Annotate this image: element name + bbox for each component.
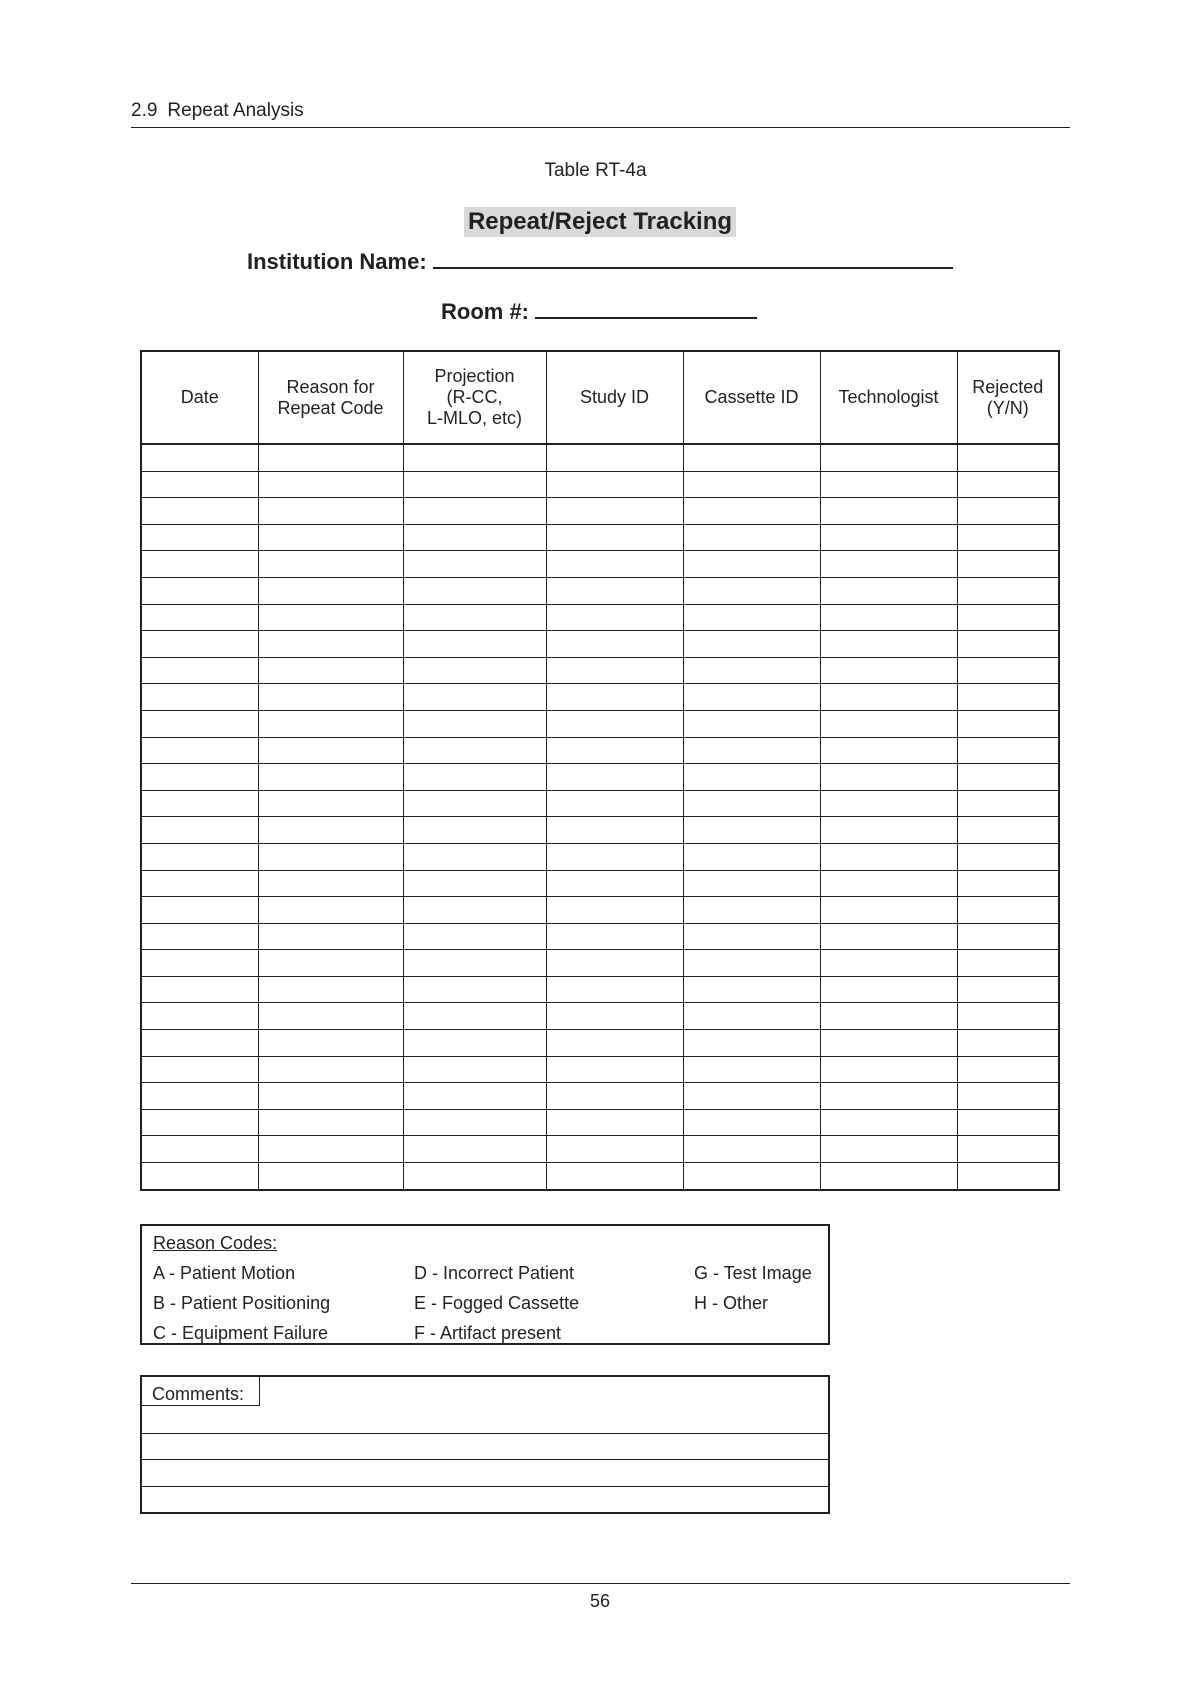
column-header-line: Reason for bbox=[286, 376, 375, 397]
table-row bbox=[141, 710, 1059, 737]
column-header-line: Repeat Code bbox=[277, 397, 384, 418]
table-cell[interactable] bbox=[683, 710, 820, 737]
table-cell[interactable] bbox=[141, 524, 258, 551]
table-cell[interactable] bbox=[258, 631, 403, 658]
table-cell[interactable] bbox=[546, 1109, 683, 1136]
table-row bbox=[141, 764, 1059, 791]
table-cell[interactable] bbox=[957, 1030, 1059, 1057]
table-cell[interactable] bbox=[258, 923, 403, 950]
table-cell[interactable] bbox=[820, 1083, 957, 1110]
table-cell[interactable] bbox=[546, 684, 683, 711]
table-row bbox=[141, 471, 1059, 498]
table-cell[interactable] bbox=[403, 498, 546, 525]
reason-code-g: G - Test Image bbox=[694, 1263, 812, 1283]
table-cell[interactable] bbox=[403, 737, 546, 764]
table-cell[interactable] bbox=[258, 1003, 403, 1030]
table-cell[interactable] bbox=[546, 790, 683, 817]
table-cell[interactable] bbox=[546, 710, 683, 737]
table-cell[interactable] bbox=[957, 790, 1059, 817]
table-cell[interactable] bbox=[820, 870, 957, 897]
table-cell[interactable] bbox=[141, 923, 258, 950]
table-cell[interactable] bbox=[141, 577, 258, 604]
table-cell[interactable] bbox=[258, 764, 403, 791]
column-header-line: (Y/N) bbox=[986, 397, 1029, 418]
table-row bbox=[141, 1056, 1059, 1083]
column-header bbox=[403, 351, 546, 444]
table-cell[interactable] bbox=[957, 444, 1059, 471]
table-cell[interactable] bbox=[820, 1136, 957, 1163]
table-cell[interactable] bbox=[546, 657, 683, 684]
comment-line[interactable] bbox=[142, 1486, 828, 1487]
column-header bbox=[258, 351, 403, 444]
table-cell[interactable] bbox=[403, 1083, 546, 1110]
table-cell[interactable] bbox=[820, 764, 957, 791]
table-cell[interactable] bbox=[546, 976, 683, 1003]
table-cell[interactable] bbox=[683, 498, 820, 525]
table-cell[interactable] bbox=[683, 471, 820, 498]
table-cell[interactable] bbox=[957, 1136, 1059, 1163]
table-cell[interactable] bbox=[258, 604, 403, 631]
table-cell[interactable] bbox=[141, 737, 258, 764]
column-header bbox=[141, 351, 258, 444]
table-cell[interactable] bbox=[403, 817, 546, 844]
table-row bbox=[141, 897, 1059, 924]
table-cell[interactable] bbox=[258, 950, 403, 977]
table-row bbox=[141, 976, 1059, 1003]
table-body bbox=[141, 444, 1059, 1190]
table-row bbox=[141, 1083, 1059, 1110]
column-header bbox=[683, 351, 820, 444]
table-cell[interactable] bbox=[957, 1083, 1059, 1110]
table-header-row bbox=[141, 351, 1059, 444]
institution-field bbox=[247, 247, 953, 275]
table-cell[interactable] bbox=[683, 897, 820, 924]
table-cell[interactable] bbox=[403, 923, 546, 950]
column-header-line: (R-CC, bbox=[446, 387, 503, 407]
table-cell[interactable] bbox=[957, 923, 1059, 950]
table-cell[interactable] bbox=[141, 897, 258, 924]
table-cell[interactable] bbox=[141, 657, 258, 684]
table-row bbox=[141, 1163, 1059, 1190]
page-number: 56 bbox=[589, 1591, 611, 1611]
table-cell[interactable] bbox=[820, 1056, 957, 1083]
table-cell[interactable] bbox=[403, 684, 546, 711]
column-header bbox=[957, 351, 1059, 444]
comments-label: Comments: bbox=[142, 1377, 260, 1406]
table-cell[interactable] bbox=[820, 631, 957, 658]
table-cell[interactable] bbox=[820, 737, 957, 764]
table-cell[interactable] bbox=[957, 577, 1059, 604]
table-row bbox=[141, 1030, 1059, 1057]
table-row bbox=[141, 843, 1059, 870]
table-row bbox=[141, 1136, 1059, 1163]
table-cell[interactable] bbox=[141, 1109, 258, 1136]
table-cell[interactable] bbox=[403, 843, 546, 870]
table-cell[interactable] bbox=[258, 870, 403, 897]
table-cell[interactable] bbox=[258, 684, 403, 711]
table-cell[interactable] bbox=[820, 1003, 957, 1030]
table-cell[interactable] bbox=[258, 1163, 403, 1190]
table-cell[interactable] bbox=[546, 551, 683, 578]
table-cell[interactable] bbox=[403, 1003, 546, 1030]
room-field bbox=[441, 297, 757, 325]
table-cell[interactable] bbox=[141, 444, 258, 471]
table-cell[interactable] bbox=[546, 444, 683, 471]
table-cell[interactable] bbox=[957, 657, 1059, 684]
table-cell[interactable] bbox=[546, 737, 683, 764]
table-cell[interactable] bbox=[546, 471, 683, 498]
table-cell[interactable] bbox=[403, 551, 546, 578]
table-cell[interactable] bbox=[683, 1056, 820, 1083]
table-cell[interactable] bbox=[258, 817, 403, 844]
table-cell[interactable] bbox=[820, 604, 957, 631]
table-cell[interactable] bbox=[258, 657, 403, 684]
table-cell[interactable] bbox=[403, 764, 546, 791]
table-cell[interactable] bbox=[957, 684, 1059, 711]
table-cell[interactable] bbox=[141, 1030, 258, 1057]
table-cell[interactable] bbox=[403, 444, 546, 471]
table-cell[interactable] bbox=[403, 524, 546, 551]
table-cell[interactable] bbox=[546, 1136, 683, 1163]
table-cell[interactable] bbox=[546, 524, 683, 551]
table-cell[interactable] bbox=[258, 976, 403, 1003]
table-cell[interactable] bbox=[258, 1083, 403, 1110]
table-cell[interactable] bbox=[403, 976, 546, 1003]
table-cell[interactable] bbox=[820, 498, 957, 525]
table-cell[interactable] bbox=[546, 631, 683, 658]
column-header-line: Study ID bbox=[579, 387, 650, 407]
table-cell[interactable] bbox=[957, 498, 1059, 525]
reason-codes-title: Reason Codes: bbox=[153, 1233, 278, 1253]
table-cell[interactable] bbox=[546, 843, 683, 870]
table-cell[interactable] bbox=[141, 764, 258, 791]
table-row bbox=[141, 498, 1059, 525]
table-cell[interactable] bbox=[258, 790, 403, 817]
table-cell[interactable] bbox=[683, 524, 820, 551]
table-cell[interactable] bbox=[957, 1056, 1059, 1083]
table-cell[interactable] bbox=[403, 710, 546, 737]
table-cell[interactable] bbox=[683, 1163, 820, 1190]
reason-code-h: H - Other bbox=[694, 1293, 769, 1313]
table-cell[interactable] bbox=[546, 498, 683, 525]
reason-code-c: C - Equipment Failure bbox=[153, 1323, 329, 1343]
table-row bbox=[141, 790, 1059, 817]
table-cell[interactable] bbox=[546, 870, 683, 897]
reason-code-a: A - Patient Motion bbox=[153, 1263, 296, 1283]
section-title: Repeat Analysis bbox=[167, 100, 304, 121]
column-header bbox=[546, 351, 683, 444]
reason-code-b: B - Patient Positioning bbox=[153, 1293, 331, 1313]
table-cell[interactable] bbox=[258, 1136, 403, 1163]
table-caption: Table RT-4a bbox=[544, 160, 647, 181]
table-cell[interactable] bbox=[683, 444, 820, 471]
comment-line[interactable] bbox=[142, 1459, 828, 1460]
table-cell[interactable] bbox=[546, 897, 683, 924]
table-cell[interactable] bbox=[403, 577, 546, 604]
table-cell[interactable] bbox=[403, 1136, 546, 1163]
table-cell[interactable] bbox=[546, 604, 683, 631]
table-cell[interactable] bbox=[957, 604, 1059, 631]
reason-code-d: D - Incorrect Patient bbox=[414, 1263, 575, 1283]
table-row bbox=[141, 923, 1059, 950]
table-cell[interactable] bbox=[141, 1163, 258, 1190]
reason-code-f: F - Artifact present bbox=[414, 1323, 562, 1343]
table-cell[interactable] bbox=[141, 950, 258, 977]
table-cell[interactable] bbox=[683, 1109, 820, 1136]
table-cell[interactable] bbox=[403, 657, 546, 684]
room-blank-line[interactable] bbox=[535, 297, 757, 319]
table-cell[interactable] bbox=[957, 1003, 1059, 1030]
table-cell[interactable] bbox=[683, 1136, 820, 1163]
table-cell[interactable] bbox=[141, 1056, 258, 1083]
section-number: 2.9 bbox=[131, 100, 158, 121]
table-cell[interactable] bbox=[258, 897, 403, 924]
table-cell[interactable] bbox=[403, 1163, 546, 1190]
table-cell[interactable] bbox=[403, 631, 546, 658]
table-cell[interactable] bbox=[141, 631, 258, 658]
table-cell[interactable] bbox=[258, 498, 403, 525]
table-cell[interactable] bbox=[403, 1030, 546, 1057]
table-cell[interactable] bbox=[683, 1083, 820, 1110]
column-header-line: Technologist bbox=[838, 387, 939, 407]
table-cell[interactable] bbox=[403, 870, 546, 897]
table-cell[interactable] bbox=[820, 817, 957, 844]
table-cell[interactable] bbox=[957, 551, 1059, 578]
table-cell[interactable] bbox=[403, 1056, 546, 1083]
table-cell[interactable] bbox=[683, 1030, 820, 1057]
table-cell[interactable] bbox=[546, 950, 683, 977]
table-cell[interactable] bbox=[258, 551, 403, 578]
table-cell[interactable] bbox=[683, 1003, 820, 1030]
table-cell[interactable] bbox=[683, 817, 820, 844]
table-cell[interactable] bbox=[141, 1083, 258, 1110]
table-cell[interactable] bbox=[403, 604, 546, 631]
table-cell[interactable] bbox=[258, 524, 403, 551]
comment-line[interactable] bbox=[142, 1433, 828, 1434]
table-cell[interactable] bbox=[141, 1136, 258, 1163]
comments-box bbox=[140, 1375, 830, 1514]
table-cell[interactable] bbox=[957, 631, 1059, 658]
table-cell[interactable] bbox=[683, 604, 820, 631]
form-title: Repeat/Reject Tracking bbox=[464, 207, 736, 237]
table-row bbox=[141, 1109, 1059, 1136]
table-cell[interactable] bbox=[141, 604, 258, 631]
table-cell[interactable] bbox=[683, 790, 820, 817]
reason-code-e: E - Fogged Cassette bbox=[414, 1293, 580, 1313]
table-cell[interactable] bbox=[258, 1056, 403, 1083]
table-cell[interactable] bbox=[683, 976, 820, 1003]
table-cell[interactable] bbox=[403, 471, 546, 498]
column-header-line: L-MLO, etc) bbox=[426, 408, 523, 428]
table-cell[interactable] bbox=[820, 710, 957, 737]
table-cell[interactable] bbox=[141, 471, 258, 498]
table-cell[interactable] bbox=[546, 1030, 683, 1057]
header-divider bbox=[131, 127, 1070, 128]
table-cell[interactable] bbox=[820, 471, 957, 498]
table-cell[interactable] bbox=[820, 524, 957, 551]
table-cell[interactable] bbox=[683, 950, 820, 977]
table-cell[interactable] bbox=[957, 897, 1059, 924]
table-cell[interactable] bbox=[683, 870, 820, 897]
tracking-table bbox=[140, 350, 1060, 1191]
table-cell[interactable] bbox=[957, 471, 1059, 498]
table-cell[interactable] bbox=[957, 976, 1059, 1003]
table-cell[interactable] bbox=[683, 764, 820, 791]
table-cell[interactable] bbox=[546, 923, 683, 950]
table-cell[interactable] bbox=[957, 737, 1059, 764]
form-title-wrap bbox=[0, 207, 1191, 237]
table-cell[interactable] bbox=[820, 1030, 957, 1057]
table-cell[interactable] bbox=[403, 950, 546, 977]
table-row bbox=[141, 604, 1059, 631]
table-cell[interactable] bbox=[258, 471, 403, 498]
table-cell[interactable] bbox=[546, 1083, 683, 1110]
table-cell[interactable] bbox=[683, 577, 820, 604]
table-cell[interactable] bbox=[403, 790, 546, 817]
table-cell[interactable] bbox=[683, 923, 820, 950]
table-cell[interactable] bbox=[546, 577, 683, 604]
table-cell[interactable] bbox=[820, 950, 957, 977]
table-row bbox=[141, 631, 1059, 658]
table-cell[interactable] bbox=[141, 790, 258, 817]
column-header-line: Rejected bbox=[972, 376, 1044, 397]
table-row bbox=[141, 657, 1059, 684]
table-cell[interactable] bbox=[820, 657, 957, 684]
table-cell[interactable] bbox=[141, 817, 258, 844]
table-cell[interactable] bbox=[546, 764, 683, 791]
table-cell[interactable] bbox=[683, 684, 820, 711]
footer-divider bbox=[131, 1583, 1070, 1584]
table-cell[interactable] bbox=[820, 551, 957, 578]
reason-codes-box bbox=[140, 1224, 830, 1345]
table-cell[interactable] bbox=[403, 1109, 546, 1136]
table-cell[interactable] bbox=[820, 923, 957, 950]
table-cell[interactable] bbox=[141, 870, 258, 897]
table-row bbox=[141, 870, 1059, 897]
column-header-line: Projection bbox=[434, 366, 515, 386]
table-cell[interactable] bbox=[683, 631, 820, 658]
table-cell[interactable] bbox=[957, 950, 1059, 977]
table-cell[interactable] bbox=[957, 524, 1059, 551]
table-cell[interactable] bbox=[820, 1109, 957, 1136]
table-cell[interactable] bbox=[258, 577, 403, 604]
table-cell[interactable] bbox=[141, 843, 258, 870]
table-cell[interactable] bbox=[546, 1056, 683, 1083]
table-cell[interactable] bbox=[258, 444, 403, 471]
table-row bbox=[141, 551, 1059, 578]
table-cell[interactable] bbox=[820, 684, 957, 711]
table-row bbox=[141, 1003, 1059, 1030]
table-cell[interactable] bbox=[683, 843, 820, 870]
table-cell[interactable] bbox=[957, 710, 1059, 737]
column-header bbox=[820, 351, 957, 444]
table-row bbox=[141, 444, 1059, 471]
table-cell[interactable] bbox=[957, 817, 1059, 844]
table-row bbox=[141, 524, 1059, 551]
table-cell[interactable] bbox=[258, 843, 403, 870]
table-row bbox=[141, 684, 1059, 711]
table-row bbox=[141, 950, 1059, 977]
table-row bbox=[141, 737, 1059, 764]
table-cell[interactable] bbox=[258, 1109, 403, 1136]
institution-label: Institution Name: bbox=[247, 249, 427, 274]
table-cell[interactable] bbox=[957, 764, 1059, 791]
table-cell[interactable] bbox=[258, 1030, 403, 1057]
table-cell[interactable] bbox=[820, 444, 957, 471]
institution-blank-line[interactable] bbox=[433, 247, 953, 269]
table-cell[interactable] bbox=[683, 551, 820, 578]
table-cell[interactable] bbox=[141, 498, 258, 525]
table-cell[interactable] bbox=[141, 710, 258, 737]
table-cell[interactable] bbox=[683, 657, 820, 684]
table-cell[interactable] bbox=[820, 577, 957, 604]
table-cell[interactable] bbox=[546, 1163, 683, 1190]
room-label: Room #: bbox=[441, 299, 529, 324]
table-cell[interactable] bbox=[957, 1109, 1059, 1136]
table-cell[interactable] bbox=[141, 1003, 258, 1030]
table-row bbox=[141, 817, 1059, 844]
table-cell[interactable] bbox=[546, 817, 683, 844]
table-row bbox=[141, 577, 1059, 604]
table-cell[interactable] bbox=[820, 976, 957, 1003]
table-cell[interactable] bbox=[141, 684, 258, 711]
table-cell[interactable] bbox=[957, 870, 1059, 897]
table-cell[interactable] bbox=[546, 1003, 683, 1030]
table-cell[interactable] bbox=[820, 897, 957, 924]
table-cell[interactable] bbox=[820, 843, 957, 870]
table-cell[interactable] bbox=[258, 737, 403, 764]
table-cell[interactable] bbox=[141, 976, 258, 1003]
table-cell[interactable] bbox=[820, 1163, 957, 1190]
section-header bbox=[131, 100, 304, 122]
table-cell[interactable] bbox=[683, 737, 820, 764]
column-header-line: Date bbox=[180, 387, 219, 407]
table-cell[interactable] bbox=[820, 790, 957, 817]
table-cell[interactable] bbox=[957, 1163, 1059, 1190]
table-cell[interactable] bbox=[258, 710, 403, 737]
table-cell[interactable] bbox=[403, 897, 546, 924]
table-cell[interactable] bbox=[957, 843, 1059, 870]
table-cell[interactable] bbox=[141, 551, 258, 578]
column-header-line: Cassette ID bbox=[704, 387, 799, 407]
